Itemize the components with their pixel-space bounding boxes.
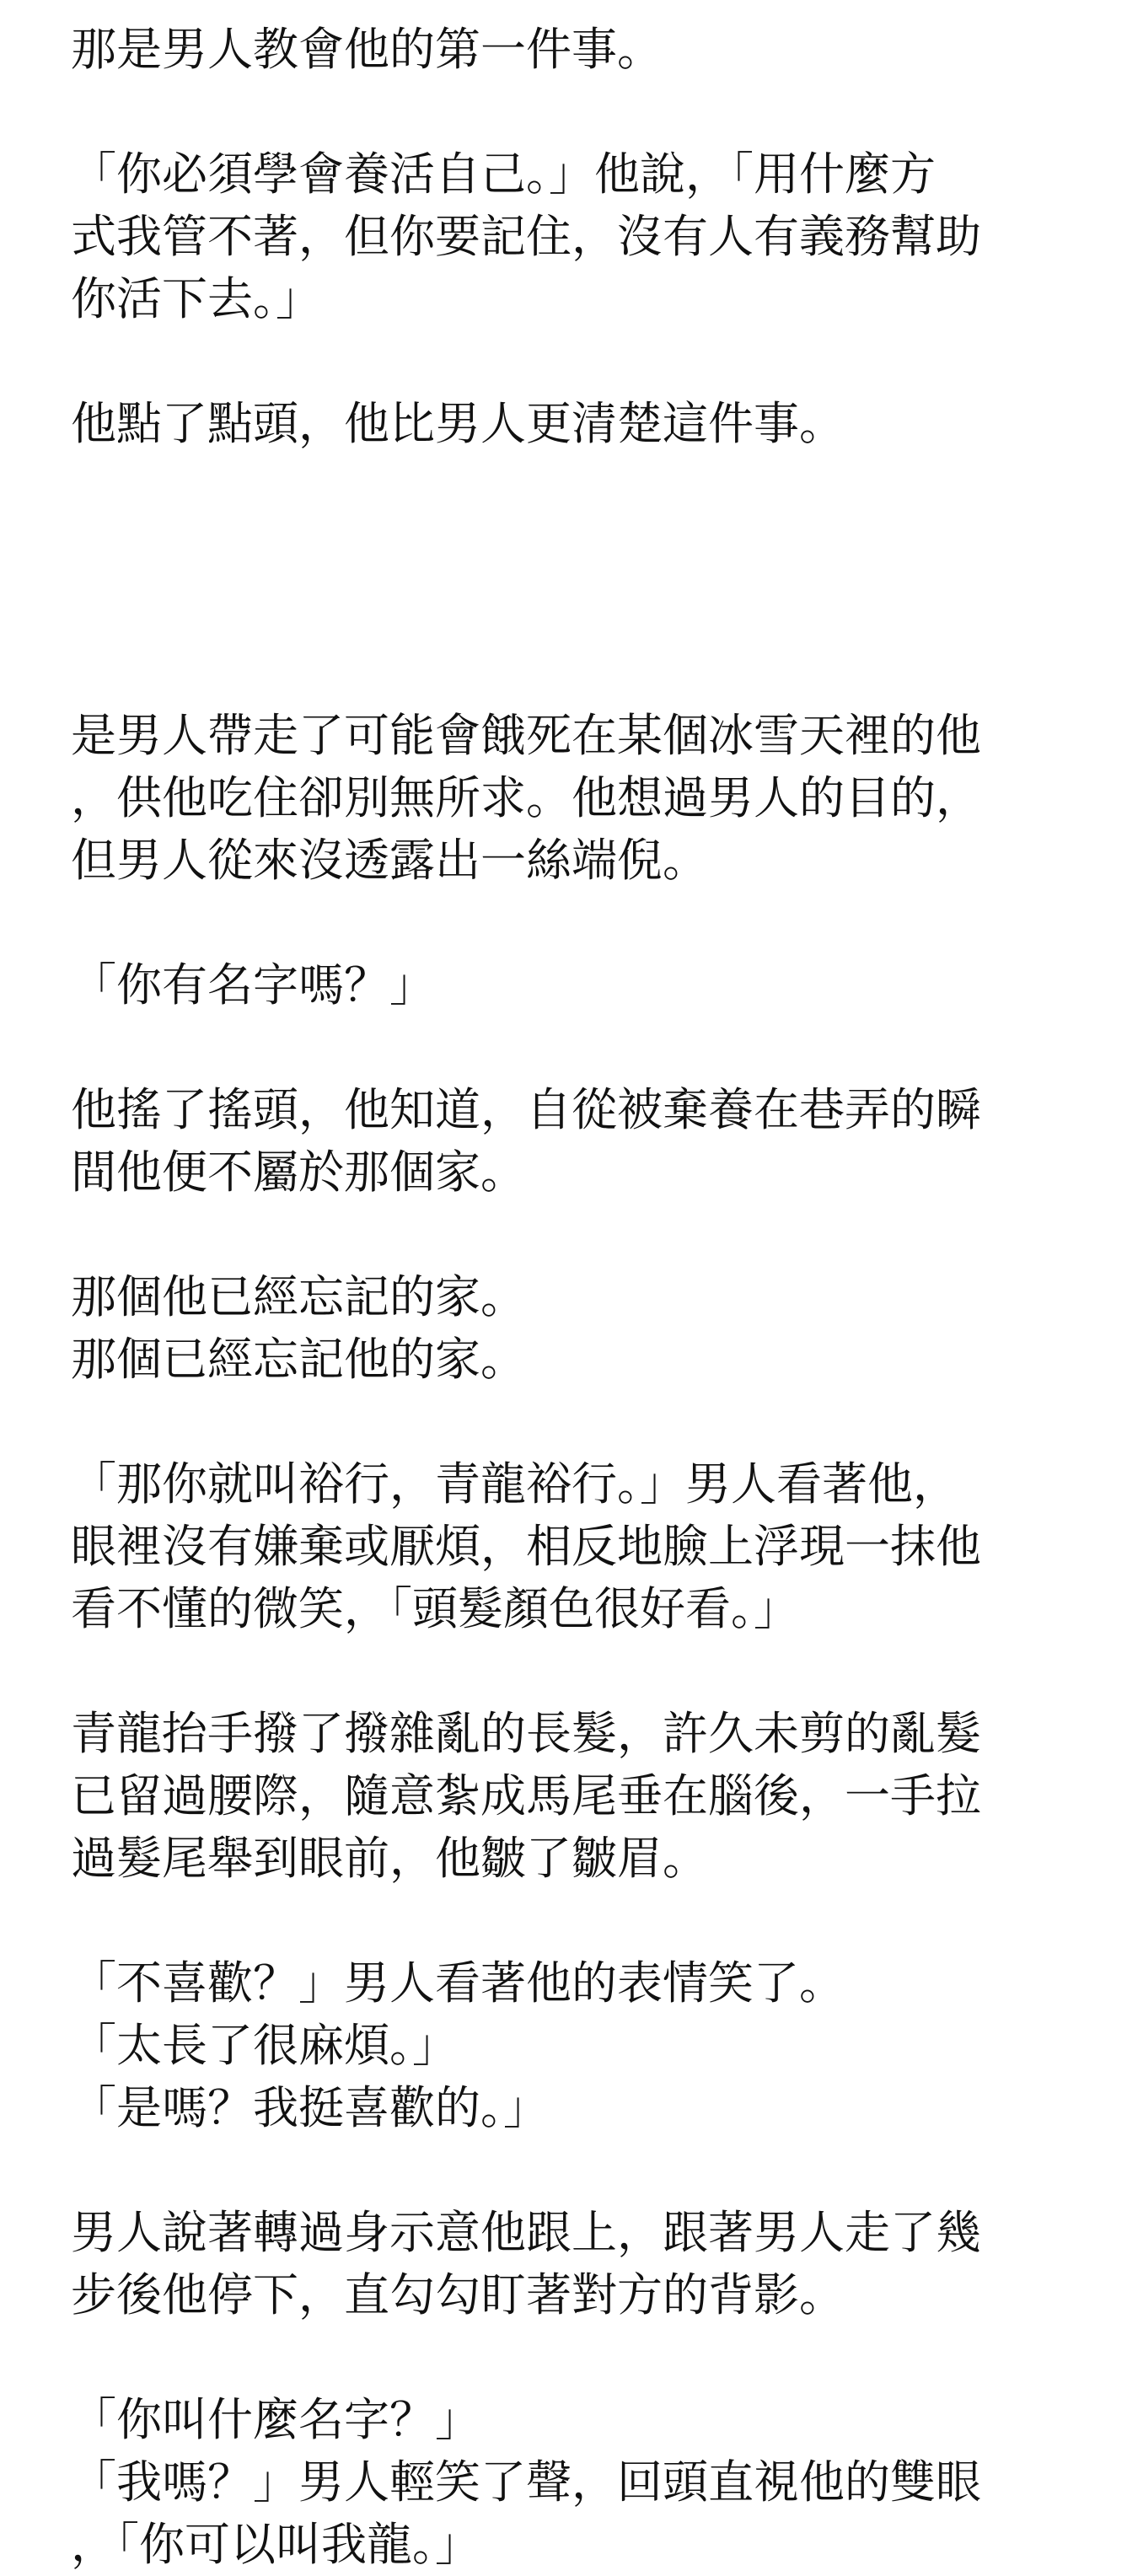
blank-line: [71, 2139, 1082, 2202]
text-line: 但男人從來沒透露出一絲端倪。: [71, 834, 708, 887]
text-line: 間他便不屬於那個家。: [71, 1146, 526, 1199]
text-line: 「你有名字嗎？」: [71, 958, 435, 1012]
blank-line: [71, 518, 1082, 580]
text-line: 「不喜歡？」男人看著他的表情笑了。: [71, 1956, 845, 2010]
text-line: 青龍抬手撥了撥雜亂的長髮，許久未剪的亂髮: [71, 1707, 981, 1760]
text-line: 「你叫什麼名字？」: [71, 2393, 480, 2446]
blank-line: [71, 1391, 1082, 1453]
text-line: 那個他已經忘記的家。: [71, 1270, 526, 1323]
blank-line: [71, 580, 1082, 642]
text-line: 看不懂的微笑，「頭髮顏色很好看。」: [71, 1582, 799, 1635]
text-line: 他搖了搖頭，他知道，自從被棄養在巷弄的瞬: [71, 1083, 981, 1136]
blank-line: [71, 1640, 1082, 1703]
text-line: 已留過腰際，隨意紮成馬尾垂在腦後，一手拉: [71, 1769, 981, 1822]
text-line: 「太長了很麻煩。」: [71, 2019, 458, 2072]
text-line: 「我嗎？」男人輕笑了聲，回頭直視他的雙眼: [71, 2455, 981, 2509]
text-line: ，「你可以叫我龍。」: [71, 2518, 480, 2571]
blank-line: [71, 2326, 1082, 2389]
text-line: 「那你就叫裕行，青龍裕行。」男人看著他，: [71, 1457, 958, 1511]
blank-line: [71, 1017, 1082, 1079]
text-line: 你活下去。」: [71, 272, 321, 325]
blank-line: [71, 1890, 1082, 1952]
text-line: 他點了點頭，他比男人更清楚這件事。: [71, 397, 845, 450]
story-text: [71, 19, 1082, 2576]
blank-line: [71, 455, 1082, 518]
blank-line: [71, 642, 1082, 705]
text-line: 「是嗎？我挺喜歡的。」: [71, 2081, 549, 2134]
text-line: 過髮尾舉到眼前，他皺了皺眉。: [71, 1832, 708, 1885]
blank-line: [71, 1204, 1082, 1266]
text-line: 「你必須學會養活自己。」他說，「用什麼方: [71, 148, 936, 201]
text-line: 眼裡沒有嫌棄或厭煩，相反地臉上浮現一抹他: [71, 1520, 981, 1573]
text-line: 式我管不著，但你要記住，沒有人有義務幫助: [71, 210, 981, 263]
text-line: 那個已經忘記他的家。: [71, 1333, 526, 1386]
text-line: 步後他停下，直勾勾盯著對方的背影。: [71, 2268, 845, 2321]
text-line: 那是男人教會他的第一件事。: [71, 23, 663, 76]
blank-line: [71, 81, 1082, 143]
blank-line: [71, 892, 1082, 954]
blank-line: [71, 330, 1082, 393]
text-line: 是男人帶走了可能會餓死在某個冰雪天裡的他: [71, 709, 981, 762]
text-line: ，供他吃住卻別無所求。他想過男人的目的，: [71, 771, 981, 824]
text-line: 男人說著轉過身示意他跟上，跟著男人走了幾: [71, 2206, 981, 2259]
